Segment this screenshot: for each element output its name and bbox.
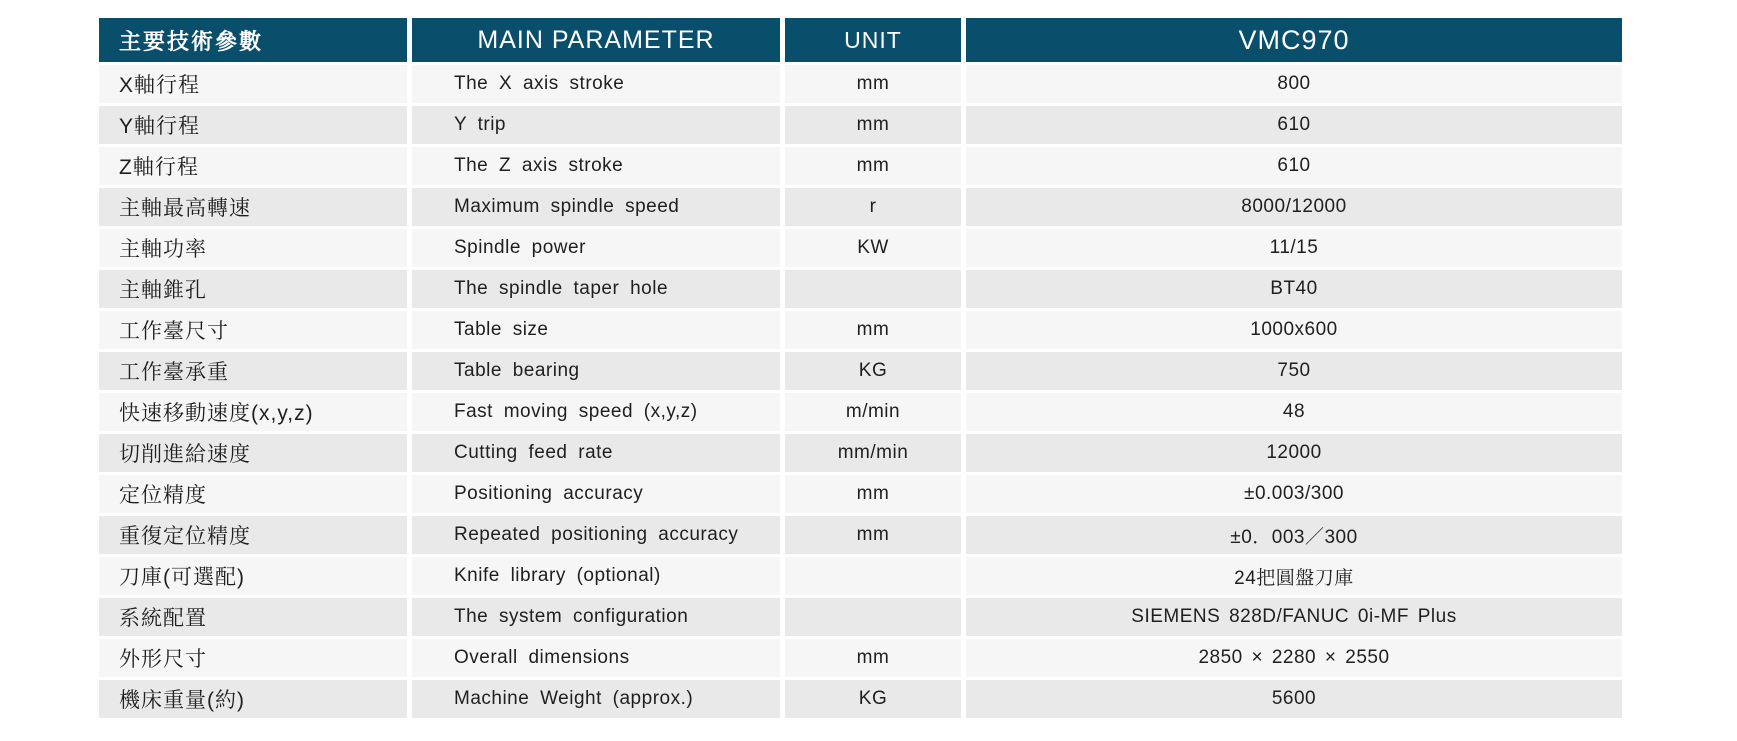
value-cell: 11/15 xyxy=(966,229,1622,267)
unit-cell: mm/min xyxy=(785,434,961,472)
value-cell: ±0．003／300 xyxy=(966,516,1622,554)
param-zh-cell: X軸行程 xyxy=(99,65,407,103)
table-row xyxy=(99,475,1622,513)
table-row xyxy=(99,352,1622,390)
param-en-cell: Maximum spindle speed xyxy=(412,188,780,226)
param-en-cell: The X axis stroke xyxy=(412,65,780,103)
value-cell: 8000/12000 xyxy=(966,188,1622,226)
param-en-cell: The spindle taper hole xyxy=(412,270,780,308)
param-zh-cell: 外形尺寸 xyxy=(99,639,407,677)
table-row xyxy=(99,434,1622,472)
param-zh-cell: Y軸行程 xyxy=(99,106,407,144)
unit-cell: mm xyxy=(785,475,961,513)
header-model: VMC970 xyxy=(966,18,1622,62)
table-row xyxy=(99,65,1622,103)
header-param-zh: 主要技術參數 xyxy=(99,18,407,62)
unit-cell: mm xyxy=(785,106,961,144)
param-en-cell: Table bearing xyxy=(412,352,780,390)
value-cell: 12000 xyxy=(966,434,1622,472)
param-en-cell: Cutting feed rate xyxy=(412,434,780,472)
table-row xyxy=(99,188,1622,226)
value-cell: 610 xyxy=(966,147,1622,185)
unit-cell xyxy=(785,270,961,308)
spec-table-body xyxy=(99,65,1622,718)
param-en-cell: Overall dimensions xyxy=(412,639,780,677)
param-zh-cell: 刀庫(可選配) xyxy=(99,557,407,595)
value-cell: 5600 xyxy=(966,680,1622,718)
param-zh-cell: 機床重量(約) xyxy=(99,680,407,718)
param-en-cell: The Z axis stroke xyxy=(412,147,780,185)
unit-cell: mm xyxy=(785,65,961,103)
unit-cell: m/min xyxy=(785,393,961,431)
table-row xyxy=(99,639,1622,677)
table-row xyxy=(99,106,1622,144)
value-cell: 800 xyxy=(966,65,1622,103)
value-cell: 750 xyxy=(966,352,1622,390)
param-zh-cell: 重復定位精度 xyxy=(99,516,407,554)
table-row xyxy=(99,229,1622,267)
value-cell: 1000x600 xyxy=(966,311,1622,349)
unit-cell: mm xyxy=(785,516,961,554)
param-zh-cell: 工作臺承重 xyxy=(99,352,407,390)
value-cell: 2850 × 2280 × 2550 xyxy=(966,639,1622,677)
param-zh-cell: 主軸功率 xyxy=(99,229,407,267)
unit-cell: r xyxy=(785,188,961,226)
unit-cell: mm xyxy=(785,639,961,677)
param-en-cell: Knife library (optional) xyxy=(412,557,780,595)
param-en-cell: Y trip xyxy=(412,106,780,144)
param-zh-cell: 切削進給速度 xyxy=(99,434,407,472)
param-zh-cell: 主軸最高轉速 xyxy=(99,188,407,226)
unit-cell: mm xyxy=(785,147,961,185)
param-en-cell: Repeated positioning accuracy xyxy=(412,516,780,554)
header-row xyxy=(99,18,1622,62)
table-row xyxy=(99,516,1622,554)
value-cell: ±0.003/300 xyxy=(966,475,1622,513)
param-zh-cell: 系統配置 xyxy=(99,598,407,636)
unit-cell: KG xyxy=(785,680,961,718)
value-cell: SIEMENS 828D/FANUC 0i-MF Plus xyxy=(966,598,1622,636)
param-zh-cell: Z軸行程 xyxy=(99,147,407,185)
header-param-en: MAIN PARAMETER xyxy=(412,18,780,62)
table-row xyxy=(99,598,1622,636)
value-cell: 24把圓盤刀庫 xyxy=(966,557,1622,595)
value-cell: 48 xyxy=(966,393,1622,431)
table-row xyxy=(99,393,1622,431)
header-unit: UNIT xyxy=(785,18,961,62)
param-zh-cell: 定位精度 xyxy=(99,475,407,513)
machine-spec-table xyxy=(94,15,1627,721)
table-row xyxy=(99,147,1622,185)
param-en-cell: Positioning accuracy xyxy=(412,475,780,513)
unit-cell xyxy=(785,557,961,595)
table-row xyxy=(99,270,1622,308)
spec-table-header xyxy=(99,18,1622,62)
param-zh-cell: 快速移動速度(x,y,z) xyxy=(99,393,407,431)
unit-cell: KG xyxy=(785,352,961,390)
unit-cell: KW xyxy=(785,229,961,267)
table-row xyxy=(99,680,1622,718)
unit-cell xyxy=(785,598,961,636)
param-zh-cell: 工作臺尺寸 xyxy=(99,311,407,349)
table-row xyxy=(99,311,1622,349)
table-row xyxy=(99,557,1622,595)
param-en-cell: Table size xyxy=(412,311,780,349)
param-en-cell: The system configuration xyxy=(412,598,780,636)
param-en-cell: Fast moving speed (x,y,z) xyxy=(412,393,780,431)
param-zh-cell: 主軸錐孔 xyxy=(99,270,407,308)
param-en-cell: Machine Weight (approx.) xyxy=(412,680,780,718)
value-cell: BT40 xyxy=(966,270,1622,308)
unit-cell: mm xyxy=(785,311,961,349)
param-en-cell: Spindle power xyxy=(412,229,780,267)
value-cell: 610 xyxy=(966,106,1622,144)
